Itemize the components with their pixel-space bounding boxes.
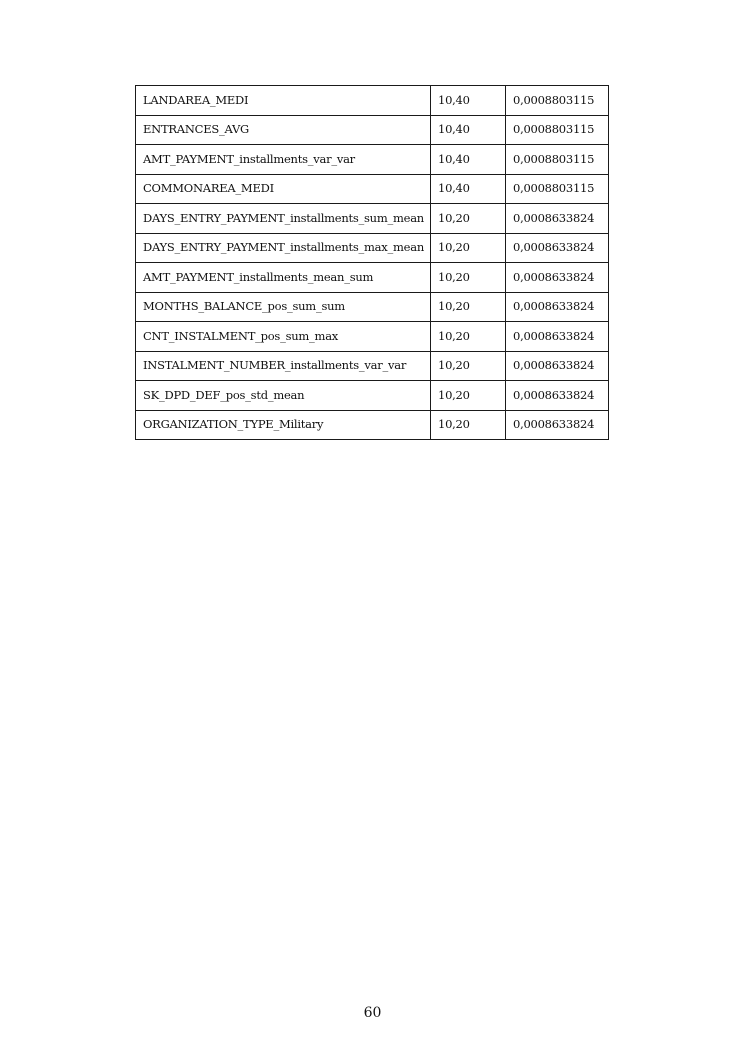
value-cell: 10,20 xyxy=(431,351,506,381)
value-cell: 10,20 xyxy=(431,233,506,263)
table-row xyxy=(136,410,609,440)
table-row xyxy=(136,322,609,352)
table-row xyxy=(136,145,609,175)
share-cell: 0,0008633824 xyxy=(506,204,609,234)
value-cell: 10,40 xyxy=(431,145,506,175)
value-cell: 10,20 xyxy=(431,292,506,322)
table-row xyxy=(136,233,609,263)
feature-name-cell: LANDAREA_MEDI xyxy=(136,86,431,116)
feature-importance-table xyxy=(135,85,609,440)
share-cell: 0,0008803115 xyxy=(506,174,609,204)
value-cell: 10,20 xyxy=(431,263,506,293)
value-cell: 10,40 xyxy=(431,174,506,204)
table-row xyxy=(136,381,609,411)
table-row xyxy=(136,292,609,322)
table-row xyxy=(136,263,609,293)
value-cell: 10,20 xyxy=(431,204,506,234)
value-cell: 10,20 xyxy=(431,381,506,411)
feature-name-cell: ENTRANCES_AVG xyxy=(136,115,431,145)
share-cell: 0,0008633824 xyxy=(506,351,609,381)
feature-name-cell: SK_DPD_DEF_pos_std_mean xyxy=(136,381,431,411)
feature-name-cell: INSTALMENT_NUMBER_installments_var_var xyxy=(136,351,431,381)
feature-name-cell: AMT_PAYMENT_installments_mean_sum xyxy=(136,263,431,293)
share-cell: 0,0008633824 xyxy=(506,292,609,322)
table-body xyxy=(136,86,609,440)
feature-name-cell: AMT_PAYMENT_installments_var_var xyxy=(136,145,431,175)
share-cell: 0,0008633824 xyxy=(506,233,609,263)
value-cell: 10,20 xyxy=(431,410,506,440)
page-number: 60 xyxy=(363,1005,382,1021)
feature-name-cell: DAYS_ENTRY_PAYMENT_installments_max_mean xyxy=(136,233,431,263)
share-cell: 0,0008803115 xyxy=(506,145,609,175)
table-row xyxy=(136,115,609,145)
share-cell: 0,0008803115 xyxy=(506,86,609,116)
value-cell: 10,40 xyxy=(431,115,506,145)
table-row xyxy=(136,86,609,116)
value-cell: 10,20 xyxy=(431,322,506,352)
feature-name-cell: COMMONAREA_MEDI xyxy=(136,174,431,204)
share-cell: 0,0008633824 xyxy=(506,410,609,440)
feature-name-cell: MONTHS_BALANCE_pos_sum_sum xyxy=(136,292,431,322)
share-cell: 0,0008633824 xyxy=(506,322,609,352)
share-cell: 0,0008633824 xyxy=(506,263,609,293)
table-row xyxy=(136,351,609,381)
feature-name-cell: CNT_INSTALMENT_pos_sum_max xyxy=(136,322,431,352)
table-row xyxy=(136,174,609,204)
share-cell: 0,0008803115 xyxy=(506,115,609,145)
feature-name-cell: ORGANIZATION_TYPE_Military xyxy=(136,410,431,440)
feature-name-cell: DAYS_ENTRY_PAYMENT_installments_sum_mean xyxy=(136,204,431,234)
value-cell: 10,40 xyxy=(431,86,506,116)
table-row xyxy=(136,204,609,234)
share-cell: 0,0008633824 xyxy=(506,381,609,411)
